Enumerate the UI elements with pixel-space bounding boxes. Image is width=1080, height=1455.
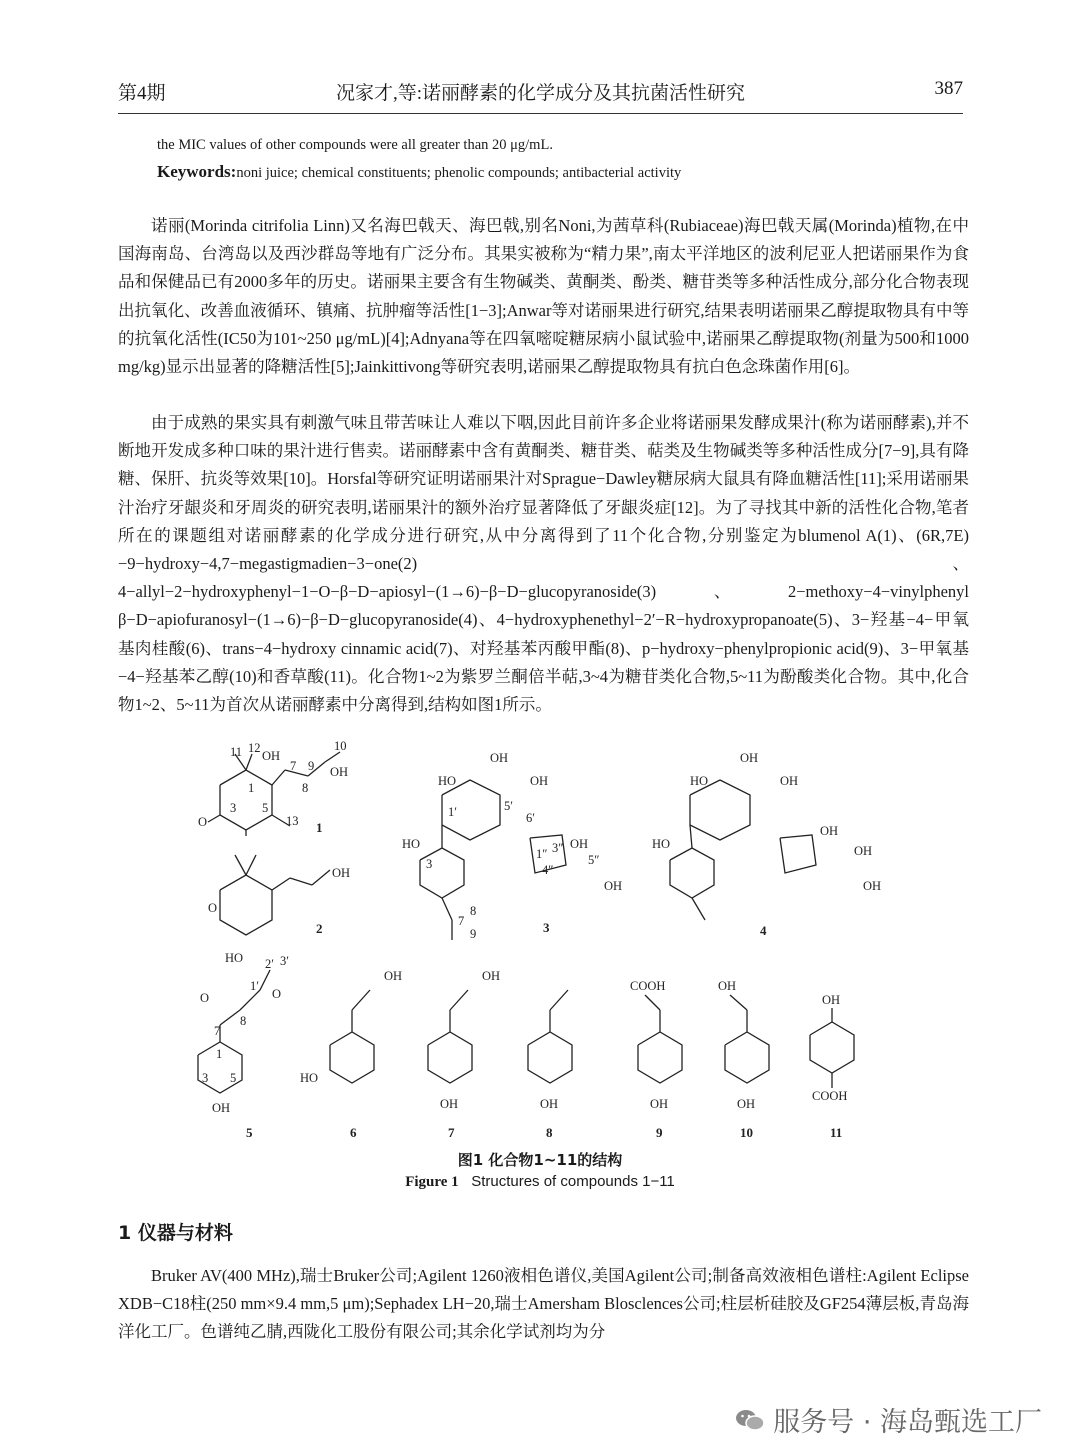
compound-number: 3: [543, 920, 550, 935]
atom-label: 1″: [536, 847, 548, 861]
atom-label: OH: [854, 844, 873, 858]
atom-label: HO: [690, 774, 709, 788]
atom-label: OH: [384, 969, 403, 983]
atom-label: HO: [300, 1071, 319, 1085]
atom-label: 1′: [250, 979, 259, 993]
compound-number: 7: [448, 1125, 455, 1140]
structures-drawing: [190, 740, 890, 1150]
watermark-text: 服务号 · 海岛甄选工厂: [773, 1407, 1042, 1438]
atom-label: 1: [216, 1047, 223, 1061]
atom-label: HO: [402, 837, 421, 851]
atom-label: 4″: [542, 863, 554, 877]
figure-caption-cn: 图1 化合物1~11的结构: [457, 1151, 623, 1169]
atom-label: OH: [330, 765, 349, 779]
atom-label: OH: [780, 774, 799, 788]
atom-label: OH: [262, 749, 281, 763]
atom-label: O: [208, 901, 218, 915]
wechat-icon: [735, 1408, 765, 1432]
atom-label: OH: [863, 879, 882, 893]
atom-label: 8: [470, 904, 477, 918]
watermark: [735, 1400, 1042, 1439]
atom-label: OH: [740, 751, 759, 765]
atom-label: OH: [482, 969, 501, 983]
paragraph-1: 诺丽(Morinda citrifolia Linn)又名海巴戟天、海巴戟,别名Noni,为茜草科(Rubiaceae)海巴戟天属(Morinda)植物,在中国海南岛、台湾岛以及西沙群岛等地有广泛分布。其果实被称为“精力果”,南太平洋地区的波利尼亚人把诺丽果作为食品和保健品已有2000多年的历史。诺丽果主要含有生物碱类、黄酮类、酚类、糖苷类等多种活性成分,部分化合物表现出抗氧化、改善血液循环、镇痛、抗肿瘤等活性[1−3];Anwar等对诺丽果进行研究,结果表明诺丽果乙醇提取物具有中等的抗氧化活性(IC50为101~250 μg/mL)[4];Adnyana等在四氧嘧啶糖尿病小鼠试验中,诺丽果乙醇提取物(剂量为500和1000 mg/kg)显示出显著的降糖活性[5];Jainkittivong等研究表明,诺丽果乙醇提取物具有抗白色念珠菌作用[6]。: [118, 216, 969, 377]
atom-label: 3′: [280, 954, 289, 968]
figure-caption-label: Figure 1: [405, 1174, 459, 1190]
compound-number: 6: [350, 1125, 357, 1140]
atom-label: OH: [530, 774, 549, 788]
atom-label: COOH: [630, 979, 666, 993]
atom-label: 5″: [588, 853, 600, 867]
atom-label: 11: [230, 745, 243, 759]
compound-number: 11: [830, 1125, 843, 1140]
atom-label: 3: [230, 801, 237, 815]
atom-label: COOH: [812, 1089, 848, 1103]
atom-label: 5′: [504, 799, 513, 813]
atom-label: HO: [438, 774, 457, 788]
atom-label: 8: [240, 1014, 247, 1028]
atom-label: OH: [650, 1097, 669, 1111]
atom-label: OH: [820, 824, 839, 838]
keywords: [157, 162, 681, 182]
keywords-text: noni juice; chemical constituents; phenolic compounds; antibacterial activity: [236, 165, 682, 181]
atom-label: 12: [248, 741, 261, 755]
atom-label: OH: [212, 1101, 231, 1115]
atom-label: O: [198, 815, 208, 829]
atom-label: 5: [230, 1071, 237, 1085]
atom-label: OH: [604, 879, 623, 893]
structures-figure: [190, 740, 890, 1150]
paragraph-materials: [118, 1262, 969, 1347]
atom-label: OH: [490, 751, 509, 765]
compound-number: 2: [316, 921, 323, 936]
paragraph-3: Bruker AV(400 MHz),瑞士Bruker公司;Agilent 1260液相色谱仪,美国Agilent公司;制备高效液相色谱柱:Agilent Eclipse XDB−C18柱(250 mm×9.4 mm,5 μm);Sephadex LH−20,瑞士Amersham Blosclences公司;柱层析硅胶及GF254薄层板,青岛海洋化工厂。色谱纯乙腈,西陇化工股份有限公司;其余化学试剂均为分: [118, 1266, 969, 1342]
atom-label: OH: [440, 1097, 459, 1111]
atom-label: OH: [570, 837, 589, 851]
atom-label: HO: [652, 837, 671, 851]
compound-number: 9: [656, 1125, 663, 1140]
atom-label: 7: [458, 914, 465, 928]
atom-label: OH: [332, 866, 351, 880]
figure-caption-en: [0, 1173, 1080, 1191]
atom-label: 10: [334, 740, 347, 753]
atom-label: 3: [202, 1071, 209, 1085]
atom-label: 8: [302, 781, 309, 795]
running-header: [118, 78, 963, 112]
atom-label: 7: [214, 1024, 221, 1038]
atom-label: OH: [540, 1097, 559, 1111]
issue-number: 第4期: [118, 83, 166, 104]
compound-number: 1: [316, 820, 323, 835]
keywords-label: Keywords:: [157, 162, 237, 181]
atom-label: 3″: [552, 841, 564, 855]
atom-label: OH: [737, 1097, 756, 1111]
compound-number: 5: [246, 1125, 253, 1140]
section-title: 1 仪器与材料: [118, 1222, 233, 1244]
atom-label: OH: [822, 993, 841, 1007]
atom-label: 1′: [448, 805, 457, 819]
compound-number: 4: [760, 923, 767, 938]
page-number: 387: [934, 78, 963, 99]
atom-label: OH: [718, 979, 737, 993]
atom-label: 3: [426, 857, 433, 871]
compound-number: 10: [740, 1125, 753, 1140]
paragraph-intro: [118, 212, 969, 381]
atom-label: HO: [225, 951, 244, 965]
atom-label: 7: [290, 759, 297, 773]
paragraph-compounds: [118, 409, 969, 719]
figure-caption-text: Structures of compounds 1−11: [471, 1173, 675, 1190]
header-rule: [118, 113, 963, 114]
atom-label: 13: [286, 814, 299, 828]
abstract-end: the MIC values of other compounds were all greater than 20 μg/mL.: [157, 137, 553, 153]
atom-label: 6′: [526, 811, 535, 825]
atom-label: 9: [308, 759, 315, 773]
atom-label: 5: [262, 801, 269, 815]
atom-label: O: [272, 987, 282, 1001]
running-title: 况家才,等:诺丽酵素的化学成分及其抗菌活性研究: [335, 83, 746, 104]
compound-number: 8: [546, 1125, 553, 1140]
atom-label: O: [200, 991, 210, 1005]
paragraph-2: 由于成熟的果实具有刺激气味且带苦味让人难以下咽,因此目前许多企业将诺丽果发酵成果汁(称为诺丽酵素),并不断地开发成多种口味的果汁进行售卖。诺丽酵素中含有黄酮类、糖苷类、萜类及生物碱类等多种活性成分[7−9],具有降糖、保肝、抗炎等效果[10]。Horsfal等研究证明诺丽果汁对Sprague−Dawley糖尿病大鼠具有降血糖活性[11];采用诺丽果汁治疗牙龈炎和牙周炎的研究表明,诺丽果汁的额外治疗显著降低了牙龈炎症[12]。为了寻找其中新的活性化合物,笔者所在的课题组对诺丽酵素的化学成分进行研究,从中分离得到了11个化合物,分别鉴定为blumenol A(1)、(6R,7E)−9−hydroxy−4,7−megastigmadien−3−one(2)、4−allyl−2−hydroxyphenyl−1−O−β−D−apiosyl−(1→6)−β−D−glucopyranoside(3)、2−methoxy−4−vinylphenyl β−D−apiofuranosyl−(1→6)−β−D−glucopyranoside(4)、4−hydroxyphenethyl−2′−R−hydroxypropanoate(5)、3−羟基−4−甲氧基肉桂酸(6)、trans−4−hydroxy cinnamic acid(7)、对羟基苯丙酸甲酯(8)、p−hydroxy−phenylpropionic acid(9)、3−甲氧基−4−羟基苯乙醇(10)和香草酸(11)。化合物1~2为紫罗兰酮倍半萜,3~4为糖苷类化合物,5~11为酚酸类化合物。其中,化合物1~2、5~11为首次从诺丽酵素中分离得到,结构如图1所示。: [118, 413, 969, 715]
atom-label: 2′: [265, 957, 274, 971]
atom-label: 9: [470, 927, 477, 941]
atom-label: 1: [248, 781, 255, 795]
